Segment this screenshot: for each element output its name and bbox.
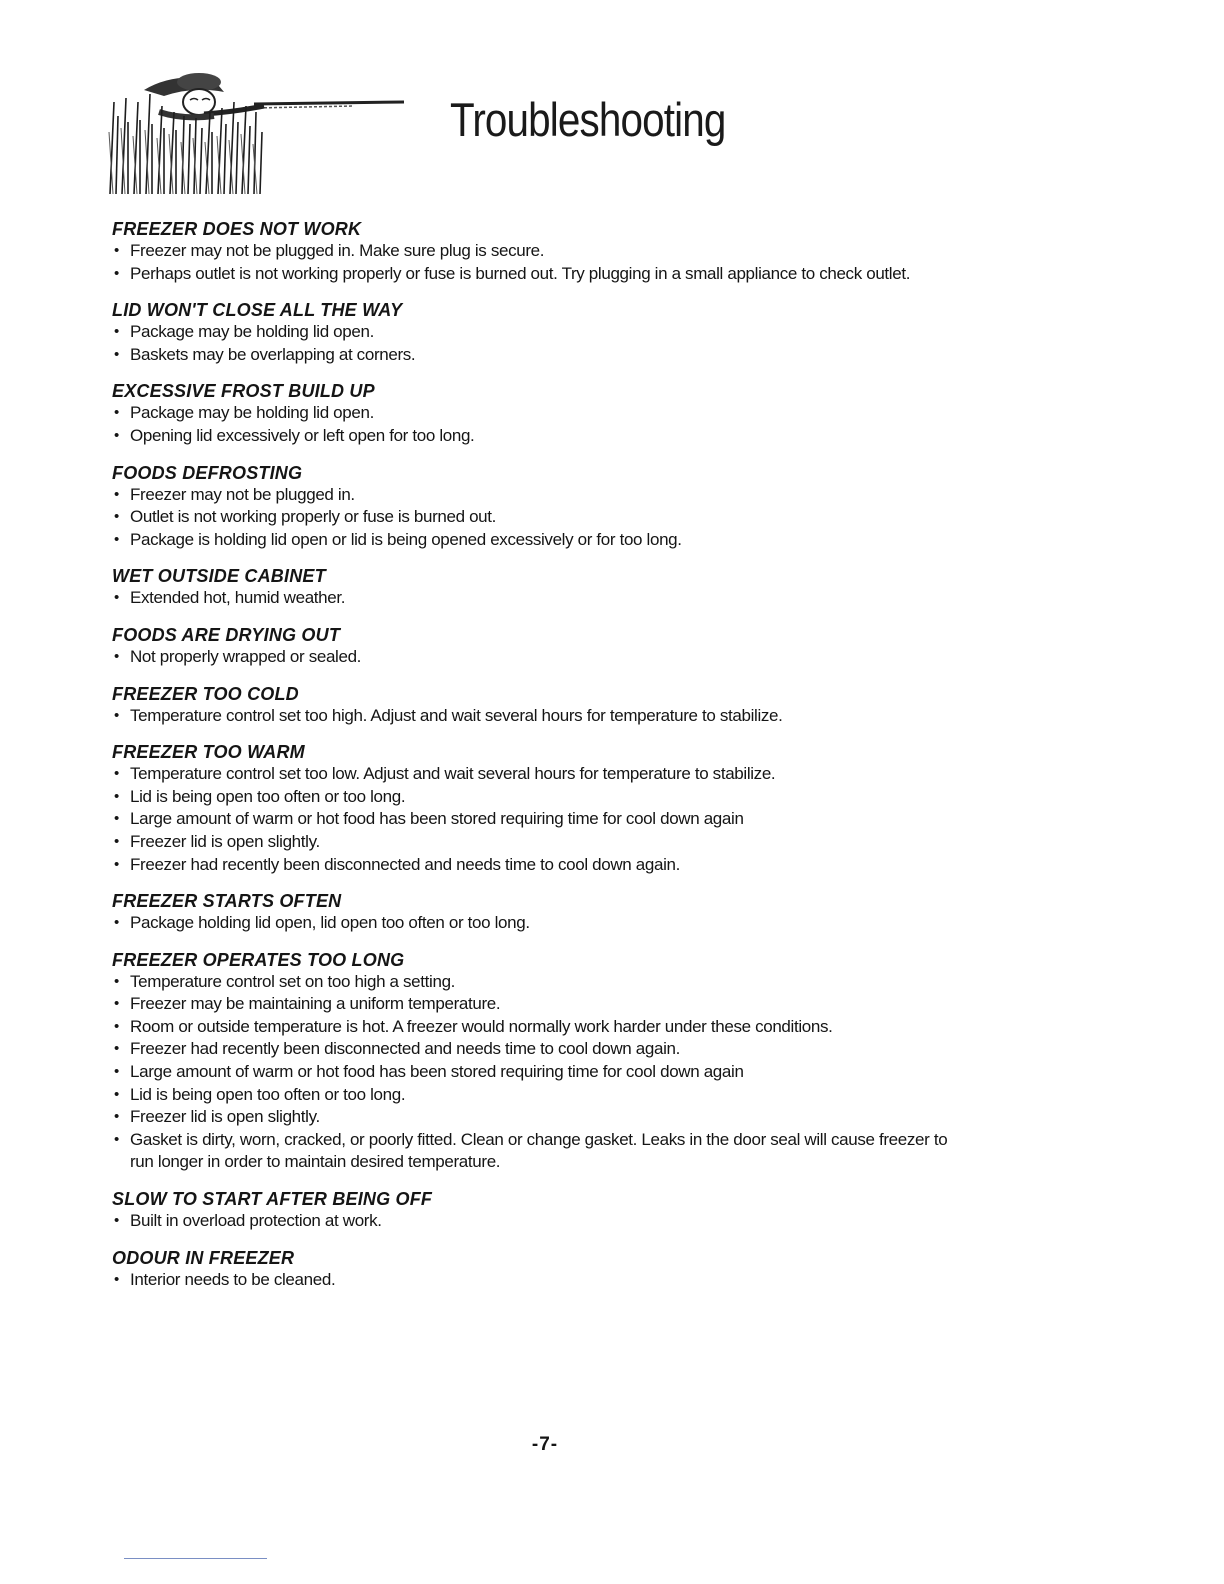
list-item-text: Room or outside temperature is hot. A freezer would normally work harder under these conditions. [130,1016,833,1036]
list-item [112,1084,952,1107]
list-item [112,971,952,994]
bullet-list [112,402,952,447]
list-item [112,425,952,448]
list-item [112,854,952,877]
list-item [112,1038,952,1061]
troubleshooting-section [112,380,952,447]
section-heading: FREEZER DOES NOT WORK [112,219,362,239]
troubleshooting-section [112,565,952,610]
list-item-text: Freezer may not be plugged in. Make sure plug is secure. [130,241,545,260]
bullet-list [112,587,952,610]
list-item [112,763,952,786]
list-item [112,1061,952,1084]
section-heading: LID WON'T CLOSE ALL THE WAY [112,300,403,321]
list-item-text: Built in overload protection at work. [130,1211,382,1231]
list-item-text: Temperature control set too high. Adjust and wait several hours for temperature to stabilize. [130,705,783,725]
section-heading: SLOW TO START AFTER BEING OFF [112,1189,433,1210]
list-item-text: Interior needs to be cleaned. [130,1269,336,1289]
list-item [112,1016,952,1039]
list-item-text: Gasket is dirty, worn, cracked, or poorly fitted. Clean or change gasket. Leaks in the door seal will cause freezer to run longer in order to maintain desired temperature. [130,1129,948,1172]
list-item-text: Package may be holding lid open. [130,322,374,342]
section-heading: FREEZER TOO WARM [112,742,305,763]
troubleshooting-section [112,462,952,552]
list-item-text: Perhaps outlet is not working properly or fuse is burned out. Try plugging in a small appliance to check outlet. [130,263,911,283]
bullet-list [112,484,952,552]
list-item-text: Package holding lid open, lid open too often or too long. [130,913,530,933]
troubleshooting-section [112,624,952,669]
list-item-text: Package is holding lid open or lid is being opened excessively or for too long. [130,529,682,549]
troubleshooting-section [112,890,952,935]
list-item-text: Package may be holding lid open. [130,403,374,423]
section-heading: FREEZER TOO COLD [112,683,299,704]
list-item [112,831,952,854]
list-item-text: Freezer had recently been disconnected and needs time to cool down again. [130,1039,680,1059]
list-item-text: Temperature control set on too high a setting. [130,971,456,991]
page-number: -7- [531,1434,559,1455]
list-item [112,912,952,935]
section-heading: EXCESSIVE FROST BUILD UP [112,381,375,402]
list-item [112,321,952,344]
list-item [112,1106,952,1129]
list-item-text: Freezer lid is open slightly. [130,831,320,851]
section-heading: FREEZER OPERATES TOO LONG [112,949,405,970]
section-heading: FOODS ARE DRYING OUT [112,624,341,645]
list-item [112,529,952,552]
list-item [112,587,952,610]
bullet-list [112,240,952,285]
list-item-text: Freezer may be maintaining a uniform temperature. [130,994,501,1014]
bullet-list [112,321,952,366]
list-item [112,484,952,507]
list-item [112,808,952,831]
list-item [112,705,952,728]
section-heading: FOODS DEFROSTING [112,462,303,483]
list-item-text: Freezer may not be plugged in. [130,484,355,504]
page-title: Troubleshooting [450,93,726,146]
list-item-text: Freezer lid is open slightly. [130,1107,320,1127]
list-item-text: Large amount of warm or hot food has been stored requiring time for cool down again [130,1062,744,1082]
list-item-text: Baskets may be overlapping at corners. [130,344,416,364]
troubleshooting-section [112,949,952,1174]
hunter-with-rifle-in-grass-icon [104,72,410,194]
bullet-list [112,912,952,935]
list-item-text: Lid is being open too often or too long. [130,1084,406,1104]
list-item [112,506,952,529]
troubleshooting-list [112,218,952,1305]
section-heading: WET OUTSIDE CABINET [112,566,326,587]
list-item [112,402,952,425]
list-item [112,344,952,367]
troubleshooting-section [112,741,952,876]
list-item-text: Not properly wrapped or sealed. [130,646,362,666]
list-item-text: Opening lid excessively or left open for too long. [130,425,475,445]
list-item [112,1210,952,1233]
list-item-text: Freezer had recently been disconnected and needs time to cool down again. [130,854,680,874]
troubleshooting-section [112,683,952,728]
troubleshooting-section [112,218,952,285]
list-item [112,646,952,669]
section-heading: FREEZER STARTS OFTEN [112,891,342,912]
section-heading: ODOUR IN FREEZER [112,1247,295,1268]
list-item-text: Outlet is not working properly or fuse is burned out. [130,507,497,527]
bullet-list [112,971,952,1174]
bullet-list [112,646,952,669]
list-item [112,240,952,263]
bullet-list [112,1269,952,1292]
troubleshooting-section [112,1247,952,1292]
bullet-list [112,763,952,876]
list-item [112,1269,952,1292]
list-item [112,1129,952,1174]
list-item-text: Temperature control set too low. Adjust and wait several hours for temperature to stabilize. [130,764,776,784]
troubleshooting-section [112,299,952,366]
troubleshooting-section [112,1188,952,1233]
list-item [112,263,952,286]
list-item [112,993,952,1016]
list-item-text: Extended hot, humid weather. [130,588,346,608]
list-item-text: Lid is being open too often or too long. [130,786,406,806]
bullet-list [112,705,952,728]
list-item-text: Large amount of warm or hot food has been stored requiring time for cool down again [130,809,744,829]
bullet-list [112,1210,952,1233]
footer-rule [124,1558,267,1559]
list-item [112,786,952,809]
